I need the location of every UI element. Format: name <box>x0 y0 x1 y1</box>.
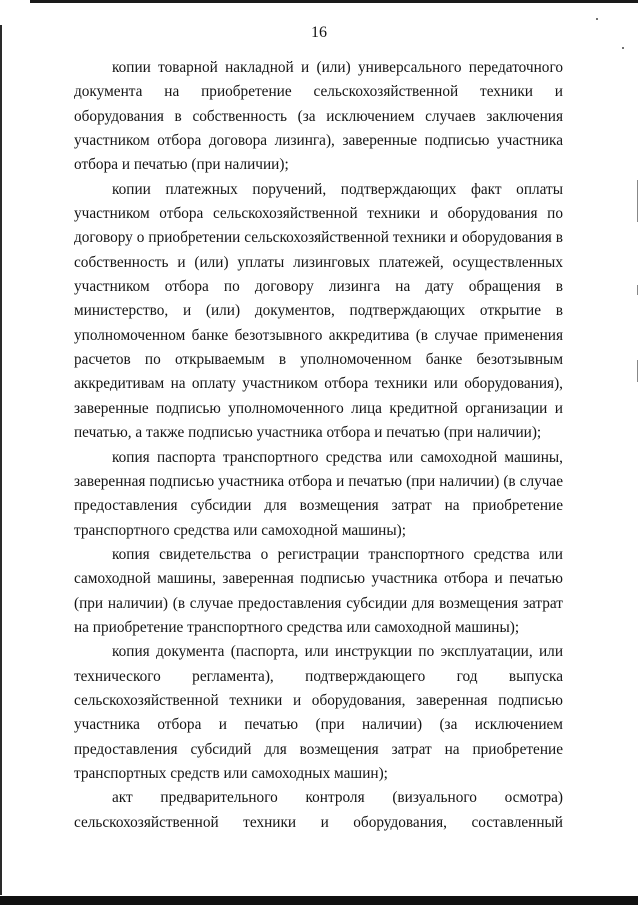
paragraph-registration-certificate: копия свидетельства о регистрации транспортного средства или самоходной машины, заверенная подписью участника отбора и печатью (при наличии) (в случае предоставления субсидии для возмещения затрат на приобретение транспортного средства или самоходной машины); <box>74 545 563 636</box>
scan-speck <box>596 18 598 20</box>
paragraph-vehicle-passport: копия паспорта транспортного средства или самоходной машины, заверенная подписью участника отбора и печатью (при наличии) (в случае предоставления субсидии для возмещения затрат на приобретение транспортного средства или самоходной машины); <box>74 448 563 539</box>
scan-top-border <box>30 0 638 3</box>
paragraph-payment-orders: копии платежных поручений, подтверждающих факт оплаты участником отбора сельскохозяйственной техники и оборудования по договору о приобретении сельскохозяйственной техники и оборудования в собственность и (или) уплаты лизинговых платежей, осуществленных участником отбора по договору лизинга на дату обращения в министерство, и (или) документов, подтверждающих открытие в уполномоченном банке безотзывного аккредитива (в случае применения расчетов по открываемым в уполномоченном банке безотзывным аккредитивам на оплату участником отбора техники или оборудования), заверенные подписью уполномоченного лица кредитной организации и печатью, а также подписью участника отбора и печатью (при наличии); <box>74 180 563 442</box>
scan-speck <box>622 47 624 49</box>
document-body <box>74 56 563 835</box>
paragraph-inspection-act: акт предварительного контроля (визуального осмотра) сельскохозяйственной техники и оборудования, составленный <box>74 789 563 831</box>
page-number: 16 <box>311 24 327 41</box>
scan-bottom-border <box>0 896 638 905</box>
paragraph-invoice-copies: копии товарной накладной и (или) универсального передаточного документа на приобретение сельскохозяйственной техники и оборудования в собственность (за исключением случаев заключения участником отбора договора лизинга), заверенные подписью участника отбора и печатью (при наличии); <box>74 59 563 174</box>
scan-left-border <box>0 25 2 895</box>
paragraph-manufacture-year-document: копия документа (паспорта, или инструкции по эксплуатации, или технического регламента), подтверждающего год выпуска сельскохозяйственной техники и оборудования, заверенная подписью участника отбора и печатью (при наличии) (за исключением предоставления субсидий для возмещения затрат на приобретение транспортных средств или самоходных машин); <box>74 643 563 782</box>
